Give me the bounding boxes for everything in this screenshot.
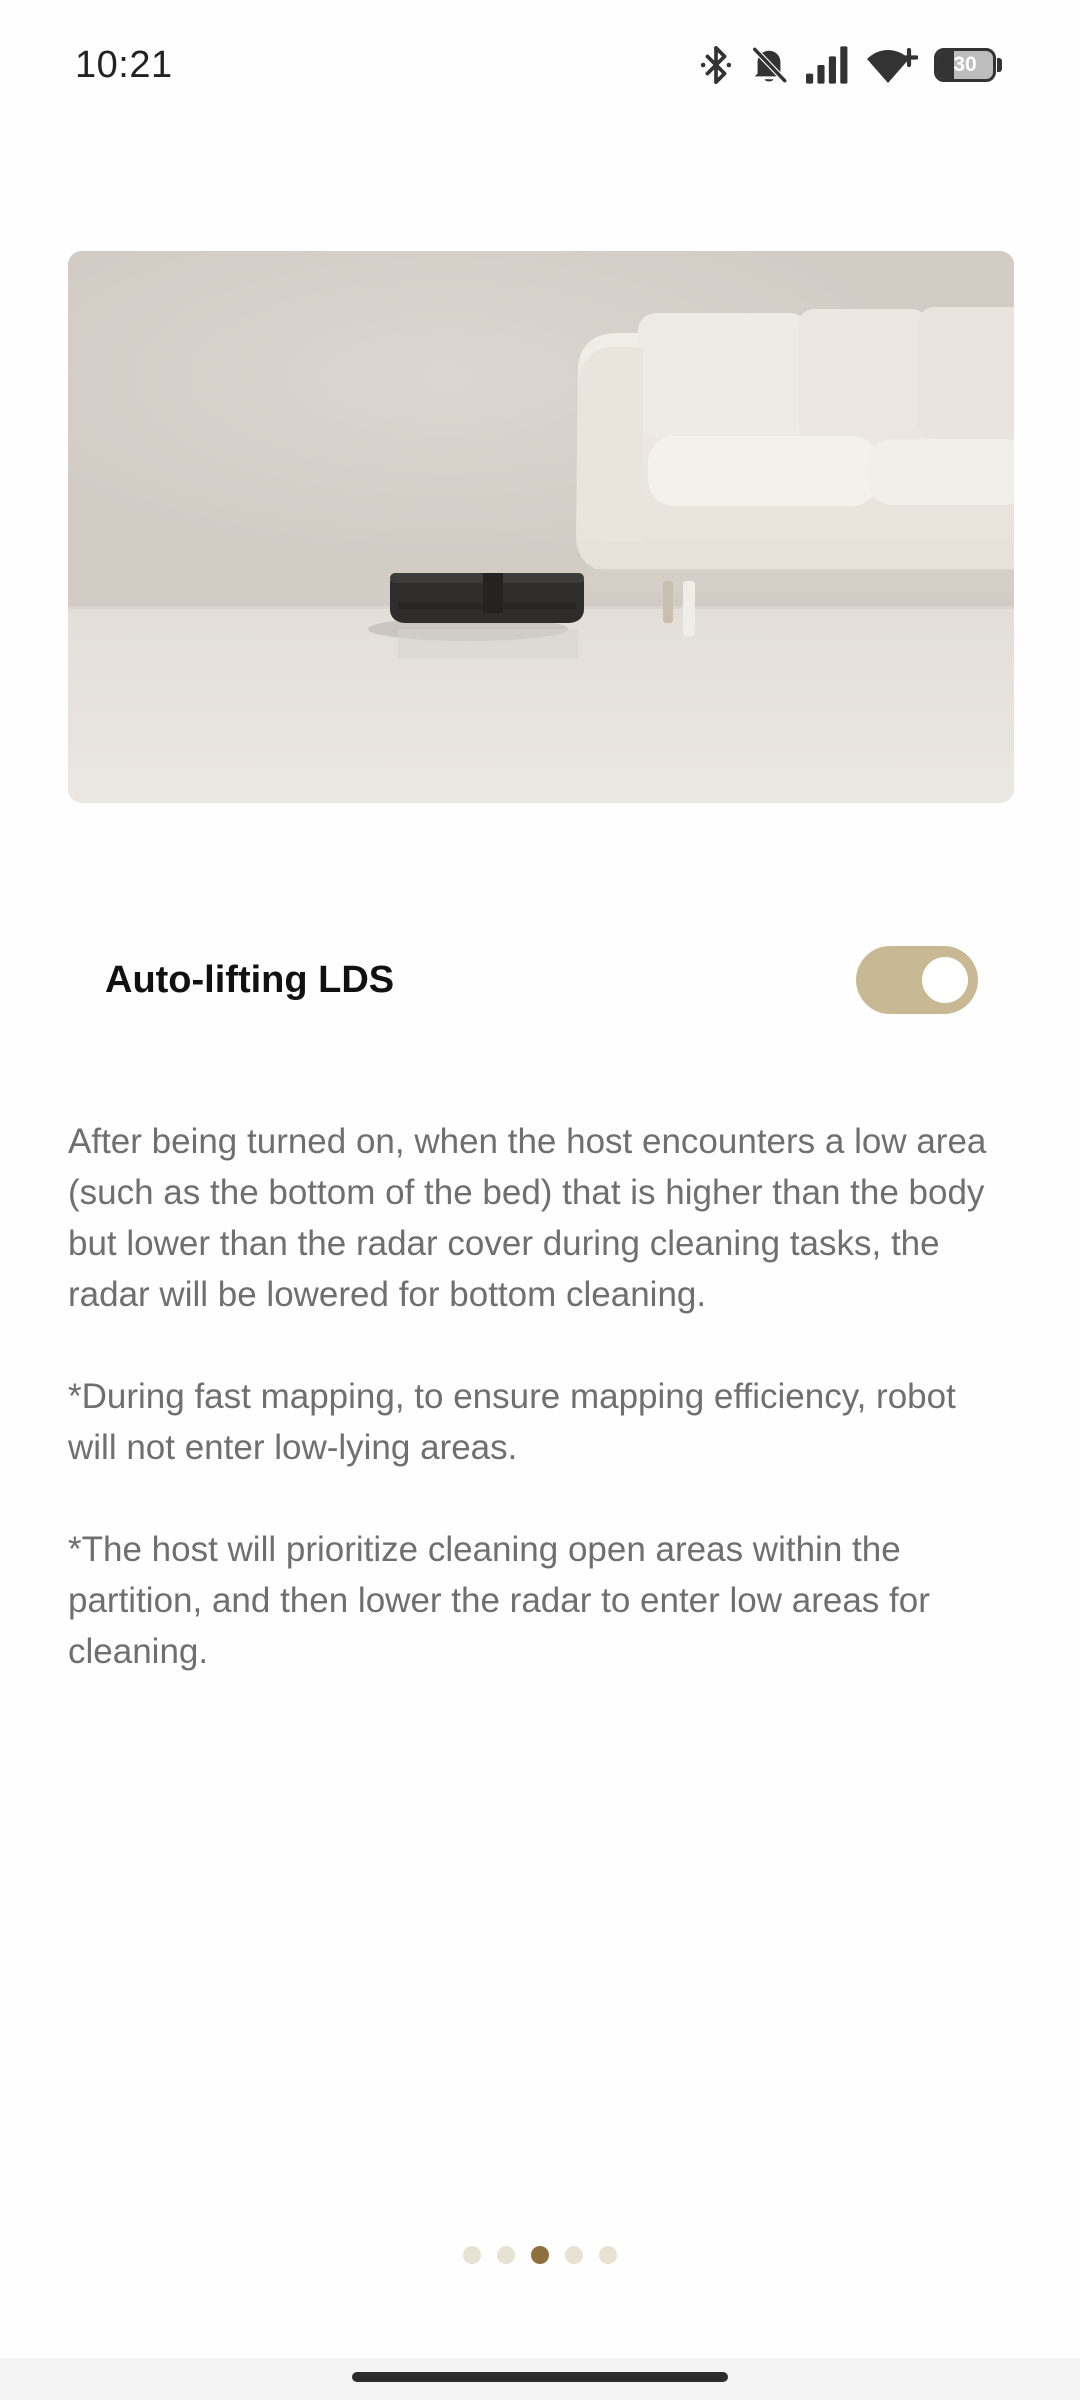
bell-off-icon	[750, 45, 788, 85]
hero-image	[68, 251, 1014, 803]
setting-row-auto-lifting-lds	[68, 900, 1014, 1060]
battery-indicator	[934, 47, 1002, 83]
robot-vacuum-illustration	[68, 251, 1014, 803]
page-dot-5[interactable]	[599, 2246, 617, 2264]
setting-description	[68, 1116, 1014, 1728]
toggle-knob	[922, 957, 968, 1003]
battery-body	[934, 48, 996, 82]
page-dot-3[interactable]	[531, 2246, 549, 2264]
description-note-priority: *The host will prioritize cleaning open areas within the partition, and then lower the radar to enter low areas for cleaning.	[68, 1530, 930, 1671]
description-note-mapping: *During fast mapping, to ensure mapping efficiency, robot will not enter low-lying areas.	[68, 1377, 956, 1467]
page-indicator	[0, 2246, 1080, 2264]
status-time: 10:21	[75, 44, 173, 86]
setting-label: Auto-lifting LDS	[105, 958, 395, 1001]
battery-level: 30	[953, 53, 977, 76]
status-icons	[698, 40, 1002, 90]
page-dot-1[interactable]	[463, 2246, 481, 2264]
home-indicator[interactable]	[352, 2372, 728, 2382]
page-dot-4[interactable]	[565, 2246, 583, 2264]
status-bar	[0, 0, 1080, 130]
auto-lifting-lds-toggle[interactable]	[856, 946, 978, 1014]
page-dot-2[interactable]	[497, 2246, 515, 2264]
battery-tip	[997, 58, 1002, 72]
description-paragraph: After being turned on, when the host encounters a low area (such as the bottom of the bed) that is higher than the body but lower than the radar cover during cleaning tasks, the radar will be lowered for bottom cleaning.	[68, 1122, 987, 1314]
signal-icon	[804, 45, 848, 85]
bluetooth-icon	[698, 45, 734, 85]
wifi-icon	[864, 44, 918, 86]
